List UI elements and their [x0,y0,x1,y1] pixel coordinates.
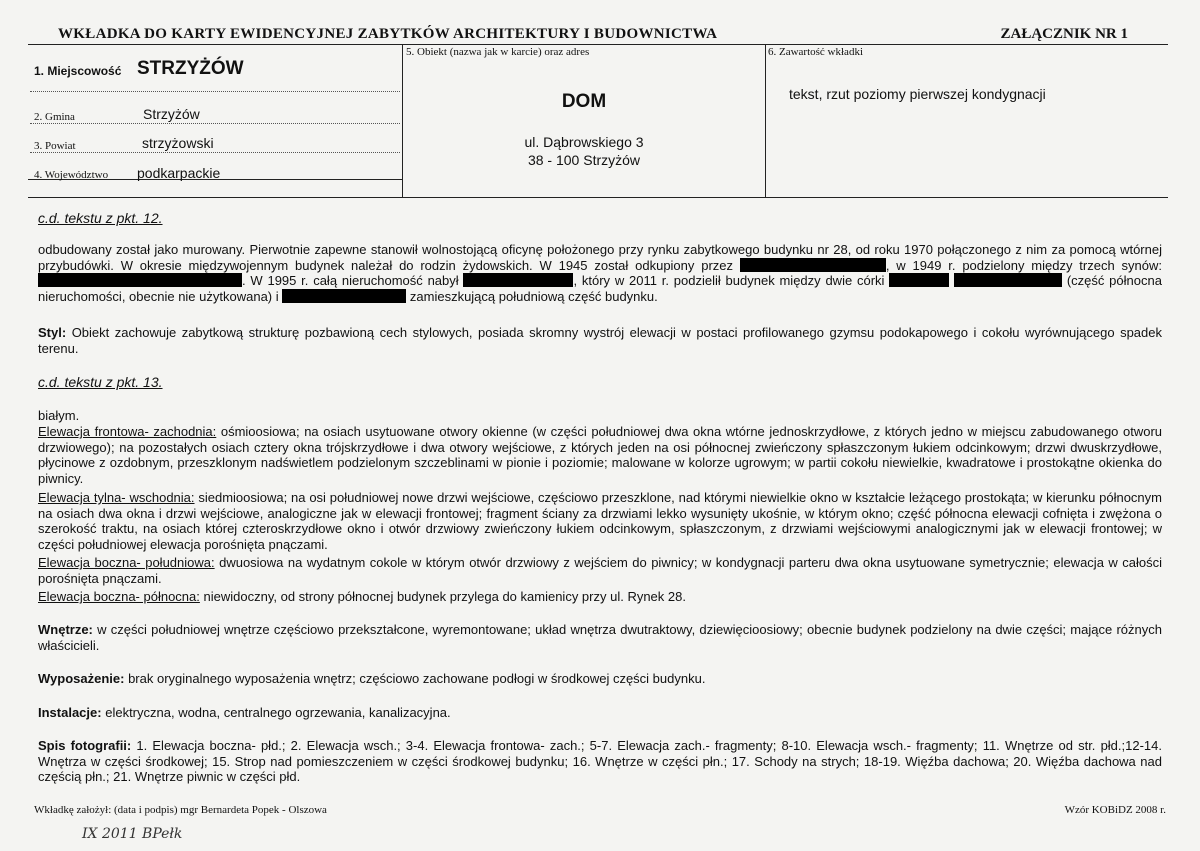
author-line: Wkładkę założył: (data i podpis) mgr Bernardeta Popek - Olszowa [34,804,327,816]
section12-heading: c.d. tekstu z pkt. 12. [38,210,163,226]
field-label-zawartosc: 6. Zawartość wkładki [768,46,863,58]
equipment-label: Wyposażenie: [38,671,125,686]
handwritten-date-signature: IX 2011 BPełk [82,826,183,842]
installations-label: Instalacje: [38,705,102,720]
column-divider-left [402,44,403,198]
installations-paragraph: Instalacje: elektryczna, wodna, centralnego ogrzewania, kanalizacyjna. [38,705,451,720]
redaction-bar [889,273,949,287]
field-label-miejscowosc: 1. Miejscowość [34,64,122,78]
header-top-line [28,44,1168,45]
field-value-powiat: strzyżowski [142,135,214,151]
redaction-bar [463,273,573,287]
form-version: Wzór KOBiDZ 2008 r. [1064,804,1166,816]
style-label: Styl: [38,325,67,340]
object-name: DOM [561,91,607,112]
field-value-wojewodztwo: podkarpackie [137,165,221,181]
field-value-miejscowosc: STRZYŻÓW [137,58,244,79]
annex-number: ZAŁĄCZNIK NR 1 [1000,26,1128,42]
facade-south-label: Elewacja boczna- południowa: [38,555,215,570]
interior-label: Wnętrze: [38,622,93,637]
field-label-obiekt: 5. Obiekt (nazwa jak w karcie) oraz adres [406,46,590,58]
interior-paragraph: Wnętrze: w części południowej wnętrze częściowo przekształcone, wyremontowane; układ wnętrza dwutraktowy, dziewięcioosiowy; obecnie budynek podzielony na dwie części; mające różnych właścicieli. [38,622,1162,653]
object-address-city: 38 - 100 Strzyżów [527,152,641,168]
section12-paragraph: odbudowany został jako murowany. Pierwotnie zapewne stanowił wolnostojącą oficynę położonego przy rynku zabytkowego budynku nr 28, od roku 1970 połączonego z nim za pomocą wtórnej przybudówki. W okresie międzywojennym budynek należał do rodzin żydowskich. W 1945 został odkupiony przez , w 1949 r. podzielony między trzech synów: . W 1995 r. całą nieruchomość nabył , który w 2011 r. podzielił budynek między dwie córki (część północna nieruchomości, obecnie nie użytkowana) i zamieszkującą południową część budynku. [38,242,1162,304]
redaction-bar [282,289,406,303]
redaction-bar [740,258,886,272]
redaction-bar [954,273,1062,287]
header-bottom-line [28,197,1168,198]
document-title: WKŁADKA DO KARTY EWIDENCYJNEJ ZABYTKÓW ARCHITEKTURY I BUDOWNICTWA [58,26,718,42]
field-label-powiat: 3. Powiat [34,140,76,152]
facade-south-paragraph: Elewacja boczna- południowa: dwuosiowa na wydatnym cokole w którym otwór drzwiowy z wejściem do piwnicy; w kondygnacji parteru dwa okna usytuowane symetrycznie; elewacja w całości porośnięta pnączami. [38,555,1162,586]
section13-heading: c.d. tekstu z pkt. 13. [38,374,163,390]
object-address-street: ul. Dąbrowskiego 3 [524,134,644,150]
facade-north-label: Elewacja boczna- północna: [38,589,200,604]
facade-rear-label: Elewacja tylna- wschodnia: [38,490,195,505]
facade-front-paragraph: Elewacja frontowa- zachodnia: ośmioosiowa; na osiach usytuowane otwory okienne (w części południowej dwa okna wtórne jednoskrzydłowe, z których jedno w miejscu zabudowanego otworu drzwiowego); na pozostałych osiach cztery okna trójskrzydłowe i dwa otwory wejściowe, z których jeden na osi północnej zwieńczony spłaszczonym łukiem odcinkowym; drzwi dwuskrzydłowe, płycinowe z ozdobnym, przeszklonym nadświetlem podzielonym szczeblinami w pionie i poziomie; malowane w kolorze ugrowym; w partii cokołu niewielkie, kwadratowe i prostokątne okienka do piwnicy. [38,424,1163,486]
facade-north-paragraph: Elewacja boczna- północna: niewidoczny, od strony północnej budynek przylega do kamienicy przy ul. Rynek 28. [38,589,686,604]
field-label-wojewodztwo: 4. Województwo [34,169,109,181]
section13-intro: białym. [38,408,80,423]
equipment-paragraph: Wyposażenie: brak oryginalnego wyposażenia wnętrz; częściowo zachowane podłogi w środkowej części budynku. [38,671,706,686]
style-paragraph: Styl: Obiekt zachowuje zabytkową strukturę pozbawioną cech stylowych, posiada skromny wystrój elewacji w postaci profilowanego gzymsu podokapowego i cokołu wyrównującego spadek terenu. [38,325,1162,356]
facade-front-label: Elewacja frontowa- zachodnia: [38,424,217,439]
field-value-gmina: Strzyżów [143,106,200,122]
field-label-gmina: 2. Gmina [34,111,75,123]
column-divider-right [765,44,766,198]
facade-rear-paragraph: Elewacja tylna- wschodnia: siedmioosiowa; na osi południowej nowe drzwi wejściowe, częściowo przeszklone, nad którymi niewielkie okno w kształcie leżącego prostokąta; w kierunku północnym na osiach dwa okna i drzwi wejściowe, analogiczne jak w elewacji frontowej; fragment ściany za drzwiami lekko wysunięty ukośnie, w którym okno; część północna elewacji cofnięta i zwężona o szerokość traktu, na osiach której czteroskrzydłowe okno i otwór drzwiowy zwieńczony łukiem odcinkowym, spłaszczonym, z drzwiami wejściowymi analogicznymi jak w elewacji frontowej; w części południowej elewacja porośnięta pnączami. [38,490,1162,552]
photo-list-paragraph: Spis fotografii: 1. Elewacja boczna- płd.; 2. Elewacja wsch.; 3-4. Elewacja frontowa- zach.; 5-7. Elewacja zach.- fragmenty; 8-10. Elewacja wsch.- fragmenty; 11. Wnętrze od str. płd.;12-14. Wnętrza w części środkowej; 15. Strop nad pomieszczeniem w części środkowej budynku; 16. Wnętrze w części płn.; 17. Schody na strych; 18-19. Więźba dachowa; 20. Więźba dachowa nad częścią płn.; 21. Wnętrze piwnic w części płd. [38,738,1162,785]
photo-list-label: Spis fotografii: [38,738,132,753]
redaction-bar [38,273,242,287]
field-value-zawartosc: tekst, rzut poziomy pierwszej kondygnacji [789,86,1046,102]
